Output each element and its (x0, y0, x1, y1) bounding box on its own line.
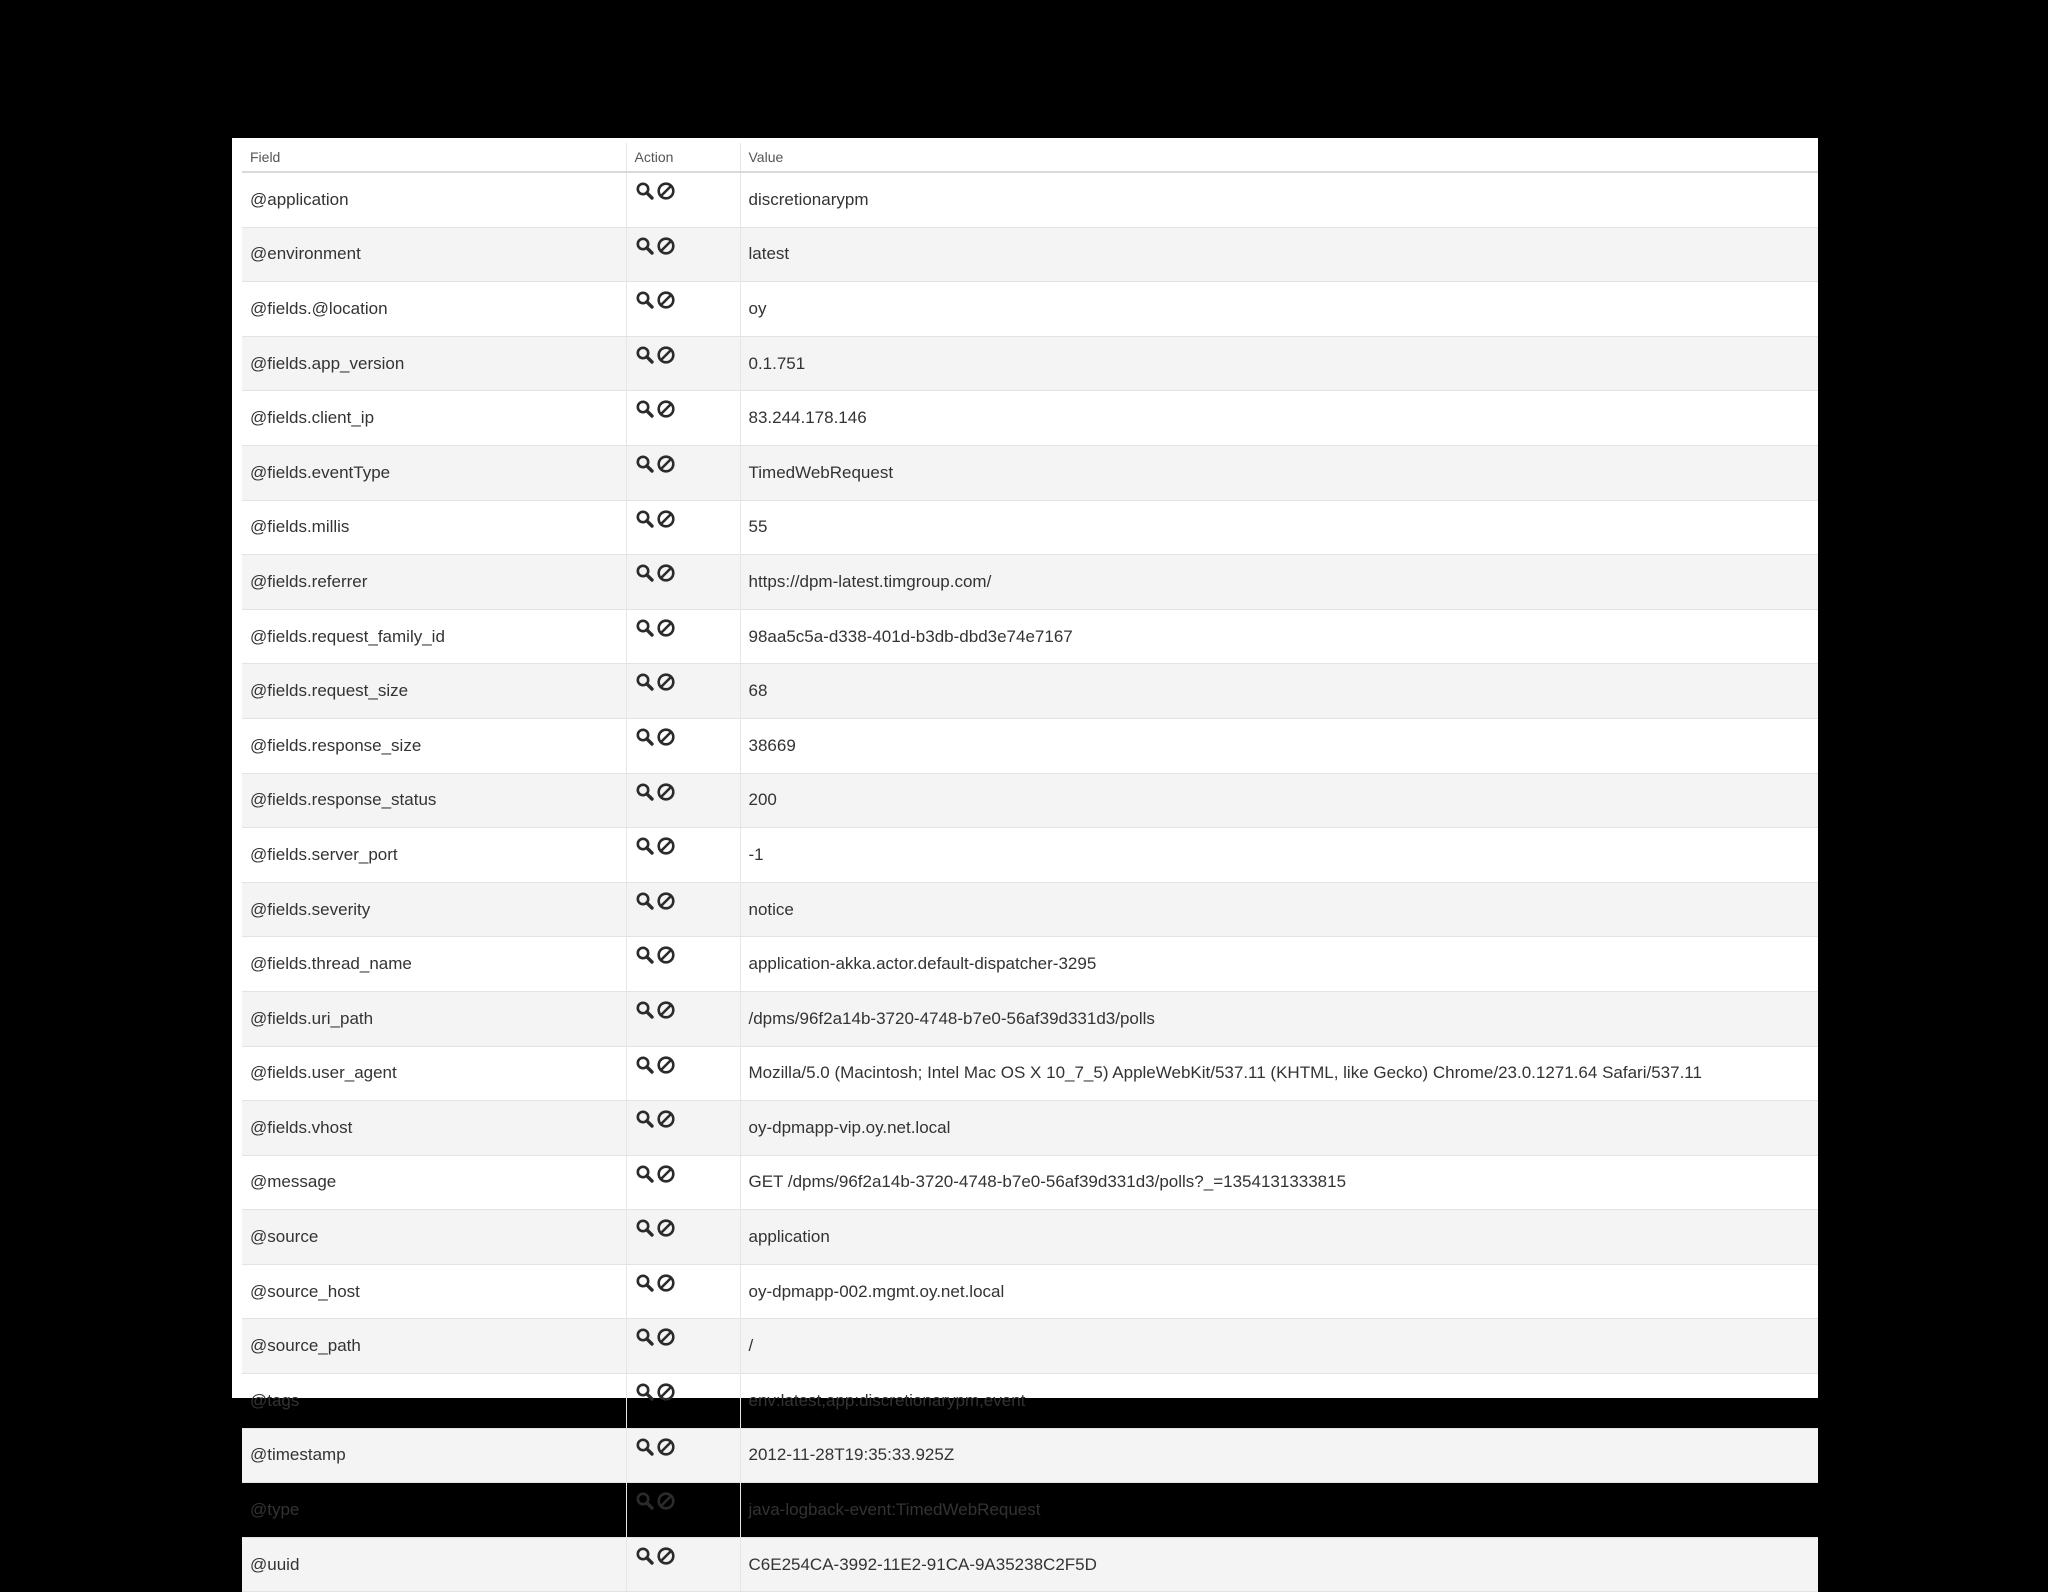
search-icon[interactable] (635, 1164, 655, 1184)
table-row (242, 172, 1818, 227)
row-actions (626, 282, 740, 337)
search-icon[interactable] (635, 1382, 655, 1402)
row-actions (626, 991, 740, 1046)
row-actions (626, 500, 740, 555)
field-value: 2012-11-28T19:35:33.925Z (740, 1428, 1818, 1483)
field-name: @fields.user_agent (242, 1046, 626, 1101)
column-header-action: Action (626, 143, 740, 172)
field-name: @source_path (242, 1319, 626, 1374)
row-actions (626, 609, 740, 664)
field-name: @fields.request_size (242, 664, 626, 719)
field-value: discretionarypm (740, 172, 1818, 227)
ban-icon[interactable] (656, 672, 676, 692)
field-name: @uuid (242, 1537, 626, 1592)
search-icon[interactable] (635, 1546, 655, 1566)
field-value: 68 (740, 664, 1818, 719)
table-row (242, 1428, 1818, 1483)
ban-icon[interactable] (656, 891, 676, 911)
field-value: GET /dpms/96f2a14b-3720-4748-b7e0-56af39d331d3/polls?_=1354131333815 (740, 1155, 1818, 1210)
table-row (242, 1537, 1818, 1592)
search-icon[interactable] (635, 891, 655, 911)
field-name: @fields.eventType (242, 445, 626, 500)
row-actions (626, 336, 740, 391)
row-actions (626, 227, 740, 282)
ban-icon[interactable] (656, 1055, 676, 1075)
field-value: /dpms/96f2a14b-3720-4748-b7e0-56af39d331d3/polls (740, 991, 1818, 1046)
row-actions (626, 1537, 740, 1592)
table-row (242, 391, 1818, 446)
field-name: @timestamp (242, 1428, 626, 1483)
field-value: Mozilla/5.0 (Macintosh; Intel Mac OS X 10_7_5) AppleWebKit/537.11 (KHTML, like Gecko) Chrome/23.0.1271.64 Safari/537.11 (740, 1046, 1818, 1101)
search-icon[interactable] (635, 1218, 655, 1238)
field-table (242, 143, 1818, 1592)
field-value: 38669 (740, 718, 1818, 773)
search-icon[interactable] (635, 1491, 655, 1511)
field-name: @fields.client_ip (242, 391, 626, 446)
field-name: @tags (242, 1374, 626, 1429)
search-icon[interactable] (635, 1273, 655, 1293)
ban-icon[interactable] (656, 1164, 676, 1184)
row-actions (626, 773, 740, 828)
field-name: @environment (242, 227, 626, 282)
field-value: https://dpm-latest.timgroup.com/ (740, 555, 1818, 610)
field-name: @fields.thread_name (242, 937, 626, 992)
field-value: notice (740, 882, 1818, 937)
search-icon[interactable] (635, 290, 655, 310)
ban-icon[interactable] (656, 1382, 676, 1402)
table-row (242, 1264, 1818, 1319)
ban-icon[interactable] (656, 1437, 676, 1457)
ban-icon[interactable] (656, 836, 676, 856)
field-value: 55 (740, 500, 1818, 555)
ban-icon[interactable] (656, 1000, 676, 1020)
field-name: @application (242, 172, 626, 227)
field-name: @type (242, 1483, 626, 1538)
row-actions (626, 1210, 740, 1265)
row-actions (626, 1483, 740, 1538)
search-icon[interactable] (635, 782, 655, 802)
field-value: -1 (740, 828, 1818, 883)
field-name: @source_host (242, 1264, 626, 1319)
row-actions (626, 664, 740, 719)
row-actions (626, 882, 740, 937)
ban-icon[interactable] (656, 290, 676, 310)
field-name: @fields.app_version (242, 336, 626, 391)
search-icon[interactable] (635, 181, 655, 201)
search-icon[interactable] (635, 236, 655, 256)
search-icon[interactable] (635, 1109, 655, 1129)
search-icon[interactable] (635, 836, 655, 856)
search-icon[interactable] (635, 727, 655, 747)
field-value: env:latest,app:discretionarypm,event (740, 1374, 1818, 1429)
table-row (242, 937, 1818, 992)
table-row (242, 718, 1818, 773)
row-actions (626, 1101, 740, 1156)
ban-icon[interactable] (656, 236, 676, 256)
row-actions (626, 1319, 740, 1374)
table-row (242, 500, 1818, 555)
field-name: @fields.@location (242, 282, 626, 337)
table-row (242, 991, 1818, 1046)
ban-icon[interactable] (656, 1491, 676, 1511)
field-value: latest (740, 227, 1818, 282)
table-row (242, 1483, 1818, 1538)
row-actions (626, 555, 740, 610)
search-icon[interactable] (635, 1327, 655, 1347)
ban-icon[interactable] (656, 1327, 676, 1347)
search-icon[interactable] (635, 454, 655, 474)
table-row (242, 1210, 1818, 1265)
row-actions (626, 1155, 740, 1210)
table-row (242, 336, 1818, 391)
row-actions (626, 828, 740, 883)
search-icon[interactable] (635, 399, 655, 419)
field-value: application-akka.actor.default-dispatcher-3295 (740, 937, 1818, 992)
ban-icon[interactable] (656, 1273, 676, 1293)
ban-icon[interactable] (656, 727, 676, 747)
table-row (242, 227, 1818, 282)
table-row (242, 282, 1818, 337)
table-header-row (242, 143, 1818, 172)
field-value: 98aa5c5a-d338-401d-b3db-dbd3e74e7167 (740, 609, 1818, 664)
ban-icon[interactable] (656, 563, 676, 583)
search-icon[interactable] (635, 1437, 655, 1457)
search-icon[interactable] (635, 563, 655, 583)
ban-icon[interactable] (656, 782, 676, 802)
column-header-value: Value (740, 143, 1818, 172)
ban-icon[interactable] (656, 618, 676, 638)
field-name: @fields.uri_path (242, 991, 626, 1046)
field-name: @fields.server_port (242, 828, 626, 883)
field-value: oy-dpmapp-vip.oy.net.local (740, 1101, 1818, 1156)
field-name: @fields.vhost (242, 1101, 626, 1156)
field-name: @source (242, 1210, 626, 1265)
table-row (242, 773, 1818, 828)
table-row (242, 1319, 1818, 1374)
table-row (242, 882, 1818, 937)
ban-icon[interactable] (656, 454, 676, 474)
table-row (242, 1374, 1818, 1429)
field-value: TimedWebRequest (740, 445, 1818, 500)
search-icon[interactable] (635, 618, 655, 638)
ban-icon[interactable] (656, 1109, 676, 1129)
ban-icon[interactable] (656, 181, 676, 201)
search-icon[interactable] (635, 1055, 655, 1075)
field-value: 200 (740, 773, 1818, 828)
row-actions (626, 1264, 740, 1319)
field-value: java-logback-event:TimedWebRequest (740, 1483, 1818, 1538)
field-name: @fields.referrer (242, 555, 626, 610)
field-name: @message (242, 1155, 626, 1210)
row-actions (626, 718, 740, 773)
field-value: 0.1.751 (740, 336, 1818, 391)
ban-icon[interactable] (656, 1218, 676, 1238)
table-row (242, 445, 1818, 500)
field-value: C6E254CA-3992-11E2-91CA-9A35238C2F5D (740, 1537, 1818, 1592)
row-actions (626, 445, 740, 500)
column-header-field: Field (242, 143, 626, 172)
field-value: oy-dpmapp-002.mgmt.oy.net.local (740, 1264, 1818, 1319)
table-row (242, 555, 1818, 610)
field-value: 83.244.178.146 (740, 391, 1818, 446)
field-name: @fields.response_status (242, 773, 626, 828)
table-row (242, 1155, 1818, 1210)
ban-icon[interactable] (656, 399, 676, 419)
ban-icon[interactable] (656, 345, 676, 365)
row-actions (626, 937, 740, 992)
table-row (242, 1046, 1818, 1101)
search-icon[interactable] (635, 672, 655, 692)
field-value: / (740, 1319, 1818, 1374)
field-panel (232, 138, 1818, 1574)
search-icon[interactable] (635, 509, 655, 529)
search-icon[interactable] (635, 345, 655, 365)
field-value: oy (740, 282, 1818, 337)
field-name: @fields.request_family_id (242, 609, 626, 664)
ban-icon[interactable] (656, 945, 676, 965)
field-name: @fields.millis (242, 500, 626, 555)
field-value: application (740, 1210, 1818, 1265)
row-actions (626, 1374, 740, 1429)
ban-icon[interactable] (656, 1546, 676, 1566)
table-row (242, 828, 1818, 883)
row-actions (626, 1428, 740, 1483)
table-row (242, 609, 1818, 664)
row-actions (626, 391, 740, 446)
row-actions (626, 1046, 740, 1101)
field-name: @fields.response_size (242, 718, 626, 773)
table-row (242, 664, 1818, 719)
search-icon[interactable] (635, 945, 655, 965)
table-row (242, 1101, 1818, 1156)
search-icon[interactable] (635, 1000, 655, 1020)
field-name: @fields.severity (242, 882, 626, 937)
ban-icon[interactable] (656, 509, 676, 529)
row-actions (626, 172, 740, 227)
